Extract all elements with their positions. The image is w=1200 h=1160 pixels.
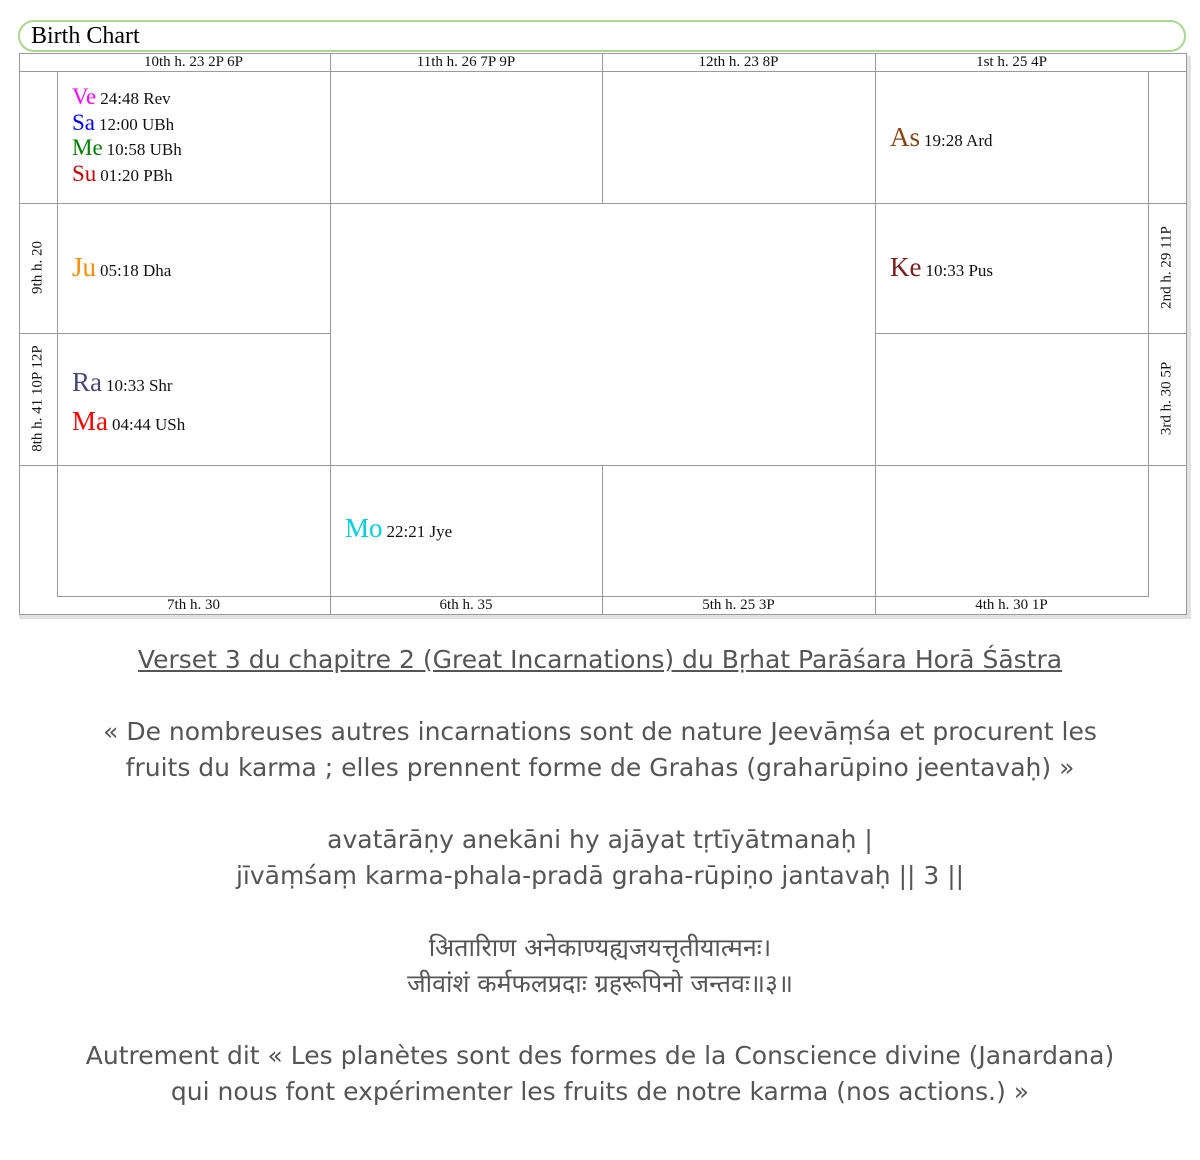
planet-abbr: Ra [72, 367, 102, 397]
chart-shadow-bottom [19, 615, 1191, 619]
planet-mars [72, 404, 185, 443]
planet-position: 05:18 Dha [100, 261, 172, 280]
chart-center [330, 203, 876, 466]
planet-position: 01:20 PBh [100, 165, 173, 185]
planet-position: 19:28 Ard [924, 131, 993, 150]
house-label-8: 8th h. 41 10P 12P [29, 345, 46, 452]
planet-abbr: Sa [72, 109, 95, 135]
house-label-1: 1st h. 25 4P [976, 54, 1047, 70]
house-cell-7 [57, 465, 331, 597]
planet-abbr: Me [72, 135, 103, 160]
planets-house-10 [72, 86, 182, 188]
house-label-11: 11th h. 26 7P 9P [416, 54, 516, 70]
planet-rahu [72, 365, 185, 404]
caption-devanagari-line-2: जीवांशं कर्मफलप्रदाः ग्रहरूपिनो जन्तवः॥३॥ [407, 969, 793, 998]
chart-header [18, 20, 1186, 52]
planet-position: 10:33 Pus [925, 261, 994, 280]
grid-line-right-465 [1148, 465, 1186, 466]
caption-quote-line-1: « De nombreuses autres incarnations sont de nature Jeevāṃśa et procurent les [103, 717, 1097, 746]
planet-position: 24:48 Rev [100, 89, 171, 108]
house-cell-4 [875, 465, 1149, 597]
house-label-6: 6th h. 35 [439, 597, 493, 613]
grid-line-top-strip-right [1148, 71, 1186, 72]
planet-ketu [890, 252, 993, 283]
planets-house-9 [72, 252, 171, 283]
house-label-10: 10th h. 23 2P 6P [143, 54, 244, 70]
planet-jupiter [72, 252, 171, 283]
planet-abbr: Su [72, 160, 97, 186]
house-cell-11 [330, 71, 603, 204]
planet-saturn [72, 109, 182, 138]
caption-quote-line-2: fruits du karma ; elles prennent forme de Grahas (graharūpino jeentavaḥ) » [125, 753, 1075, 782]
planet-abbr: Ve [72, 84, 97, 109]
planet-abbr: Ke [890, 252, 922, 282]
planet-sun [72, 160, 182, 189]
caption-explain-line-1: Autrement dit « Les planètes sont des formes de la Conscience divine (Janardana) [85, 1041, 1115, 1070]
house-cell-12 [602, 71, 876, 204]
planet-position: 10:33 Shr [106, 376, 173, 395]
planet-mercury [72, 137, 182, 163]
caption-explain-line-2: qui nous font expérimenter les fruits de notre karma (nos actions.) » [170, 1077, 1030, 1106]
grid-line-top-strip [19, 71, 57, 72]
house-label-5: 5th h. 25 3P [702, 597, 775, 613]
grid-line-left-465 [19, 465, 57, 466]
planet-abbr: Ju [72, 252, 97, 282]
house-label-3: 3rd h. 30 5P [1158, 361, 1175, 436]
planets-house-6 [345, 513, 452, 544]
caption-devanagari-line-1: अितारािण अनेकाण्यह्यजयत्तृतीयात्मनः। [428, 933, 772, 962]
house-label-12: 12th h. 23 8P [698, 54, 779, 70]
planet-moon [345, 513, 452, 544]
house-label-2: 2nd h. 29 11P [1158, 226, 1175, 309]
caption-title: Verset 3 du chapitre 2 (Great Incarnations) du Bṛhat Parāśara Horā Śāstra [137, 645, 1063, 674]
planets-house-2 [890, 252, 993, 283]
planets-house-1 [890, 122, 993, 153]
caption-translit-line-1: avatārāṇy anekāni hy ajāyat tṛtīyātmanaḥ | [327, 825, 873, 854]
planets-house-8 [72, 365, 185, 443]
caption-translit-line-2: jīvāṃśaṃ karma-phala-pradā graha-rūpiṇo jantavaḥ || 3 || [235, 861, 965, 890]
planet-position: 22:21 Jye [386, 522, 453, 541]
chart-shadow-right [1187, 56, 1191, 619]
caption [0, 642, 1200, 1110]
planet-venus [72, 86, 182, 112]
chart-title: Birth Chart [31, 23, 140, 49]
planet-ascendant [890, 122, 993, 153]
house-label-9: 9th h. 20 [29, 241, 46, 294]
planet-position: 10:58 UBh [106, 140, 182, 159]
planet-position: 04:44 USh [112, 415, 186, 434]
house-cell-3 [875, 333, 1149, 466]
house-cell-5 [602, 465, 876, 597]
house-label-7: 7th h. 30 [167, 597, 220, 613]
planet-abbr: As [890, 122, 921, 152]
planet-abbr: Mo [345, 513, 383, 543]
planet-abbr: Ma [72, 406, 108, 436]
planet-position: 12:00 UBh [99, 114, 175, 134]
house-label-4: 4th h. 30 1P [975, 597, 1048, 613]
